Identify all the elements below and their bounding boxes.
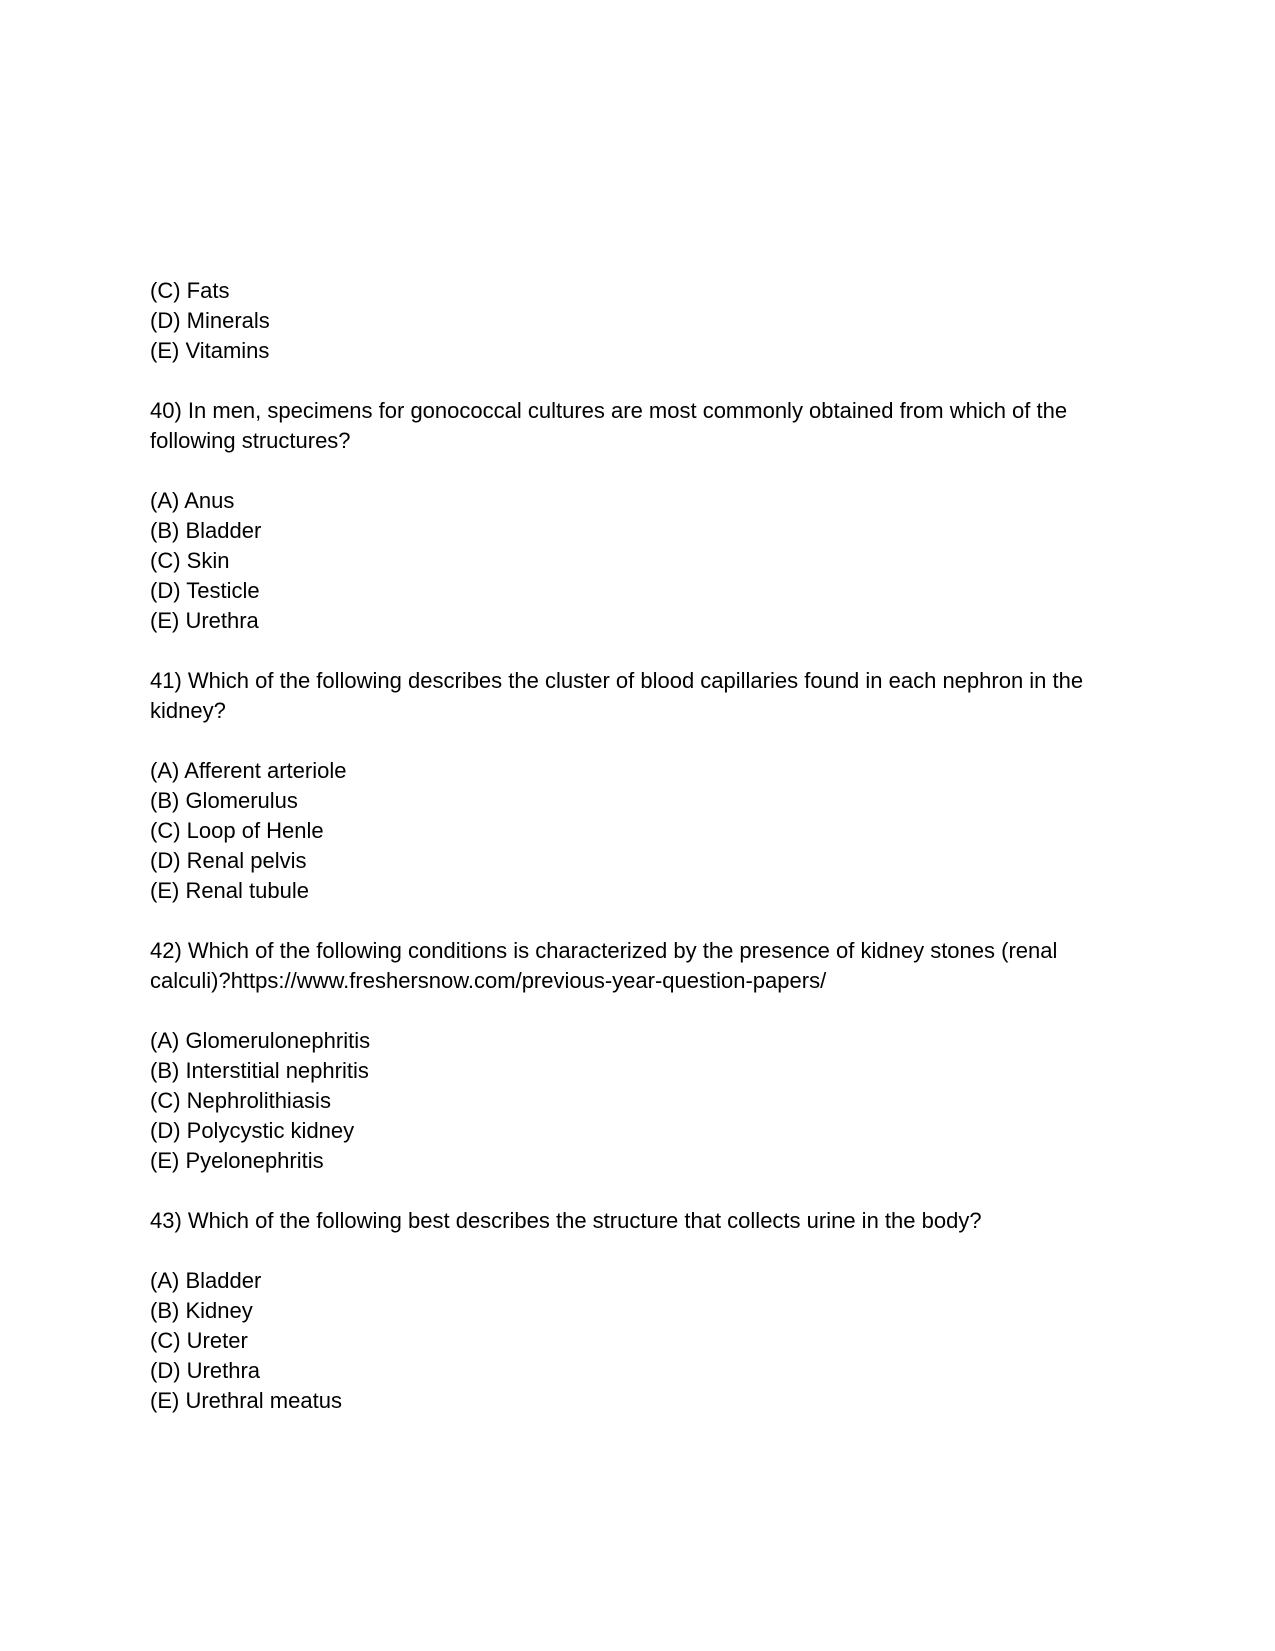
option: (C) Skin xyxy=(150,548,230,573)
option: (E) Vitamins xyxy=(150,338,270,363)
question-text: 42) Which of the following conditions is characterized by the presence of kidney stones (renal calculi)?https://www.freshersnow.com/previous-year-question-papers/ xyxy=(150,938,1058,993)
question-block-43 xyxy=(150,1206,1150,1416)
question-block-42 xyxy=(150,936,1150,1176)
option: (D) Minerals xyxy=(150,308,270,333)
option: (C) Ureter xyxy=(150,1328,248,1353)
option: (B) Kidney xyxy=(150,1298,253,1323)
option: (E) Pyelonephritis xyxy=(150,1148,324,1173)
option: (B) Bladder xyxy=(150,518,262,543)
option: (B) Glomerulus xyxy=(150,788,298,813)
option: (E) Renal tubule xyxy=(150,878,309,903)
option: (C) Fats xyxy=(150,278,230,303)
question-block-40 xyxy=(150,396,1150,636)
question-block-41 xyxy=(150,666,1150,906)
option: (D) Renal pelvis xyxy=(150,848,307,873)
question-text: 40) In men, specimens for gonococcal cultures are most commonly obtained from which of the following structures? xyxy=(150,398,1068,453)
option: (E) Urethral meatus xyxy=(150,1388,342,1413)
document-page xyxy=(150,276,1150,1416)
option: (D) Polycystic kidney xyxy=(150,1118,355,1143)
option: (A) Glomerulonephritis xyxy=(150,1028,371,1053)
option: (A) Bladder xyxy=(150,1268,262,1293)
option: (D) Testicle xyxy=(150,578,260,603)
option: (D) Urethra xyxy=(150,1358,261,1383)
option: (A) Anus xyxy=(150,488,235,513)
question-text: 43) Which of the following best describes the structure that collects urine in the body? xyxy=(150,1208,982,1233)
option: (C) Loop of Henle xyxy=(150,818,324,843)
option: (A) Afferent arteriole xyxy=(150,758,347,783)
option: (C) Nephrolithiasis xyxy=(150,1088,331,1113)
continued-options xyxy=(150,276,1150,366)
option: (E) Urethra xyxy=(150,608,259,633)
option: (B) Interstitial nephritis xyxy=(150,1058,369,1083)
question-text: 41) Which of the following describes the cluster of blood capillaries found in each nephron in the kidney? xyxy=(150,668,1084,723)
